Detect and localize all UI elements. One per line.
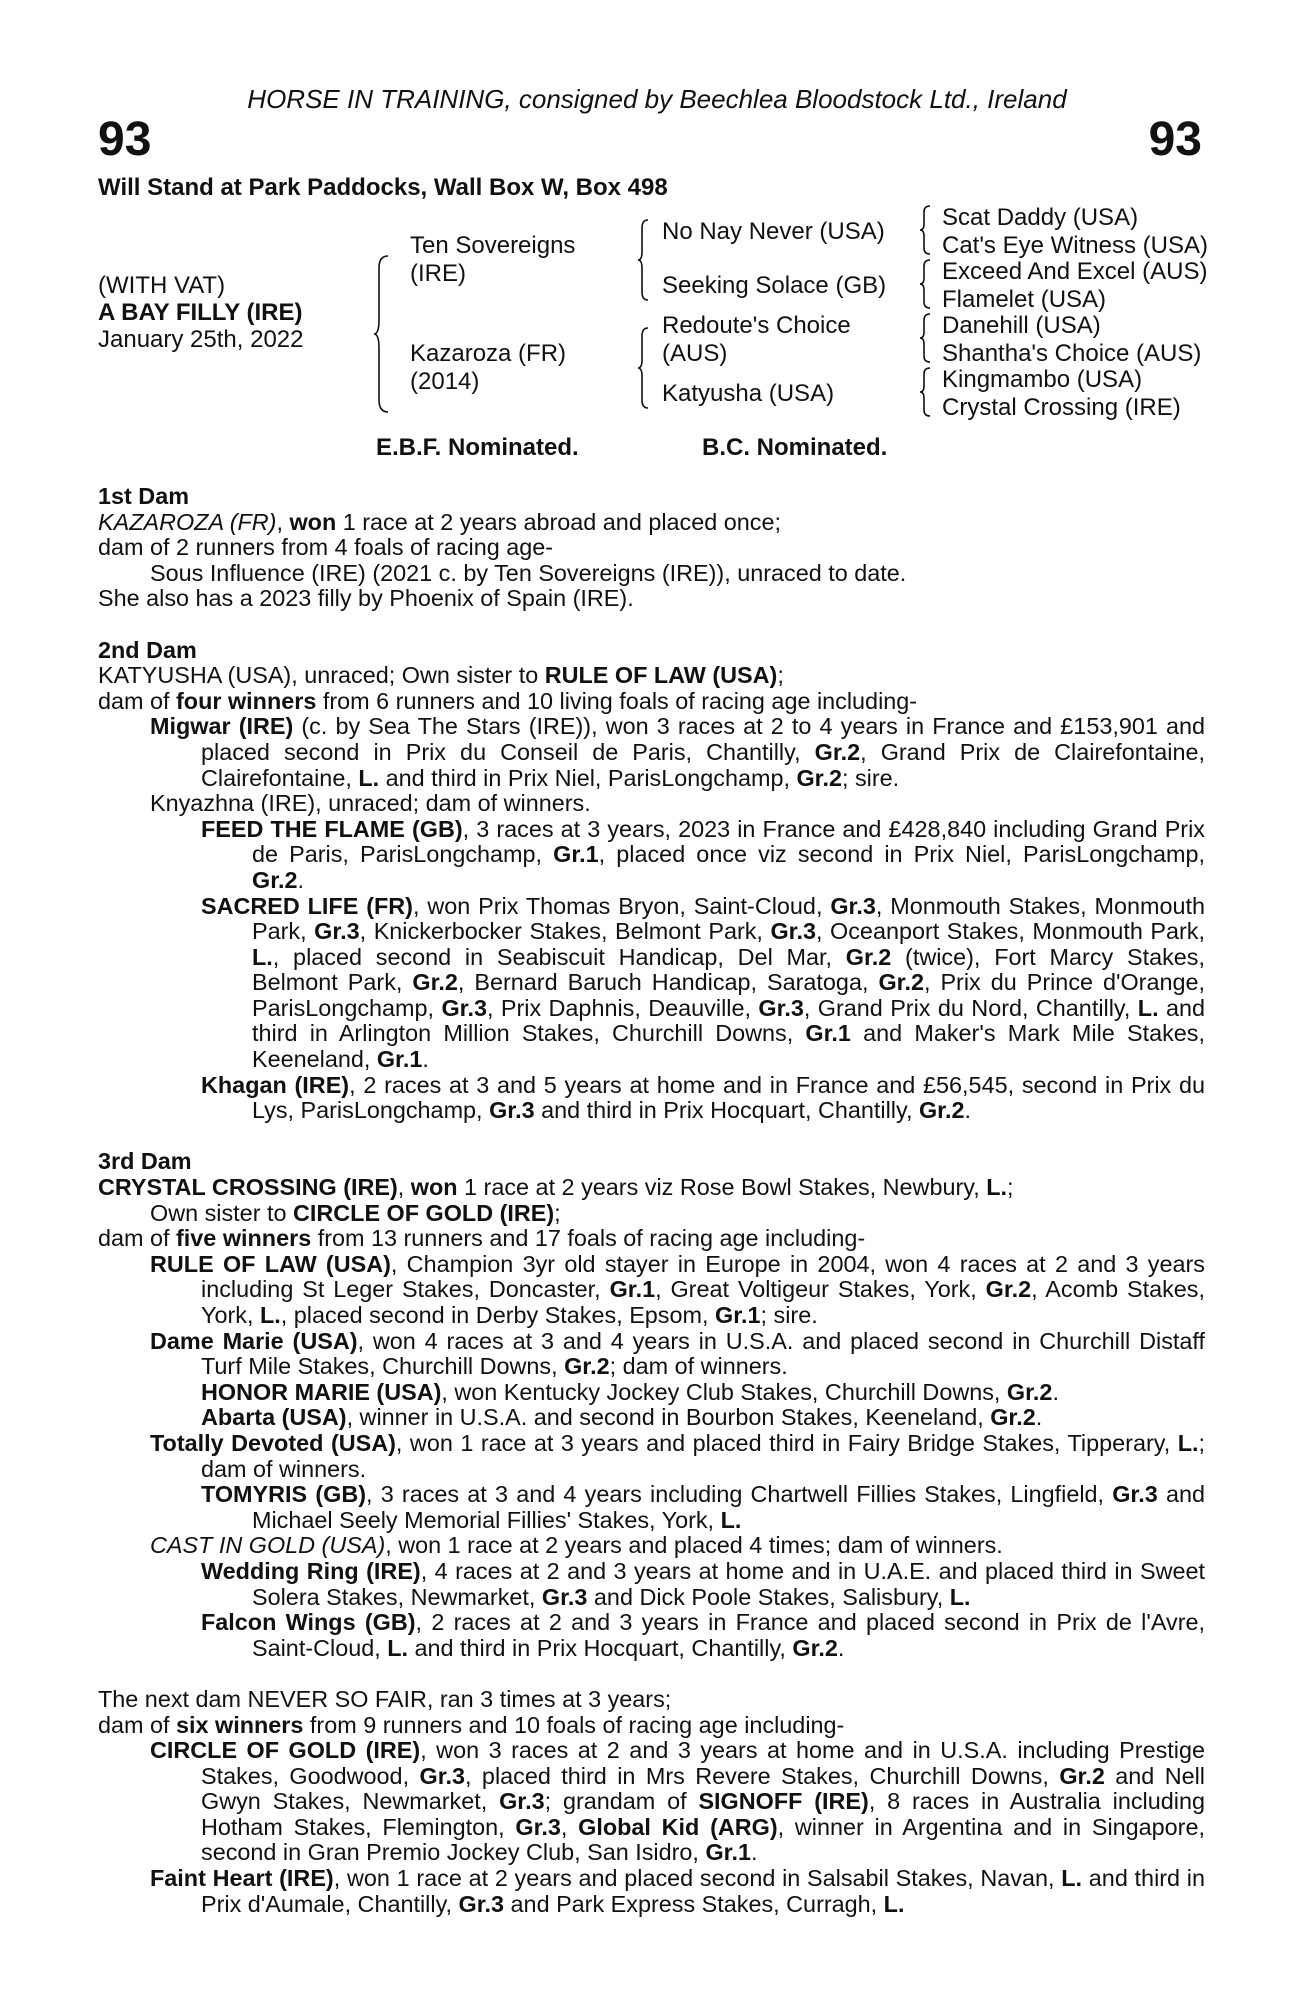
first-dam-note: She also has a 2023 filly by Phoenix of Spain (IRE). [98,585,634,612]
second-dam-heading: 2nd Dam [98,636,197,663]
entry-totally-devoted: Totally Devoted (USA), won 1 race at 3 years and placed third in Fairy Bridge Stakes, Tipperary, L.; dam of winners. [150,1429,1206,1482]
first-dam-heading: 1st Dam [98,483,190,509]
entry-feed-the-flame: FEED THE FLAME (GB), 3 races at 3 years, 2023 in France and £428,840 including Grand Prix de Paris, ParisLongchamp, Gr.1, placed once viz second in Prix Niel, ParisLongchamp, Gr.2. [201,815,1205,893]
ebf-nomination: E.B.F. Nominated. [376,434,579,461]
third-dam-heading: 3rd Dam [98,1148,192,1175]
third-dam-produce: dam of five winners from 13 runners and 17 foals of racing age including- [98,1225,866,1252]
entry-knyazhna: Knyazhna (IRE), unraced; dam of winners. [150,790,591,817]
next-dam-line: The next dam NEVER SO FAIR, ran 3 times at 3 years; [98,1685,672,1712]
entry-falcon-wings: Falcon Wings (GB), 2 races at 2 and 3 years in France and placed second in Prix de l'Avre, Saint-Cloud, L. and third in Prix Hocquart, Chantilly, Gr.2. [201,1609,1206,1661]
grandsire-3: Danehill (USA) [942,312,1101,339]
g-brace-1 [918,204,932,256]
first-dam-produce: dam of 2 runners from 4 foals of racing age- [98,534,554,561]
vat-note: (WITH VAT) [98,272,226,299]
entry-migwar: Migwar (IRE) (c. by Sea The Stars (IRE)), won 3 races at 2 to 4 years in France and £153,901 and placed second in Prix du Conseil de Paris, Chantilly, Gr.2, Grand Prix de Clairefontaine, Clairefontaine, L. and third in Prix Niel, ParisLongchamp, Gr.2; sire. [150,713,1205,791]
first-dam-line: KAZAROZA (FR), won 1 race at 2 years abroad and placed once; [98,508,781,535]
dam-dam: Katyusha (USA) [662,380,835,407]
granddam-1: Cat's Eye Witness (USA) [942,232,1208,259]
g-brace-3 [918,312,932,364]
dam-sire-name: Redoute's Choice [662,312,851,339]
lot-number-left: 93 [98,113,152,166]
entry-dame-marie: Dame Marie (USA), won 4 races at 3 and 4 years in U.S.A. and placed second in Churchill Distaff Turf Mile Stakes, Churchill Downs, Gr.2; dam of winners. [150,1327,1205,1380]
grandsire-2: Exceed And Excel (AUS) [942,258,1208,285]
third-dam-sister: Own sister to CIRCLE OF GOLD (IRE); [150,1199,561,1226]
g-brace-4 [918,366,932,418]
sire-name: Ten Sovereigns [410,232,576,259]
entry-khagan: Khagan (IRE), 2 races at 3 and 5 years at home and in France and £56,545, second in Prix du Lys, ParisLongchamp, Gr.3 and third in Prix Hocquart, Chantilly, Gr.2. [201,1071,1205,1124]
entry-wedding-ring: Wedding Ring (IRE), 4 races at 2 and 3 years at home and in U.A.E. and placed third in Sweet Solera Stakes, Newmarket, Gr.3 and Dick Poole Stakes, Salisbury, L. [201,1557,1205,1610]
first-dam-foal: Sous Influence (IRE) (2021 c. by Ten Sovereigns (IRE)), unraced to date. [150,559,907,586]
entry-tomyris: TOMYRIS (GB), 3 races at 3 and 4 years including Chartwell Fillies Stakes, Lingfield, Gr.3 and Michael Seely Memorial Fillies' Stakes, York, L. [201,1481,1205,1533]
next-dam-produce: dam of six winners from 9 runners and 10 foals of racing age including- [98,1711,845,1738]
third-dam-line: CRYSTAL CROSSING (IRE), won 1 race at 2 years viz Rose Bowl Stakes, Newbury, L.; [98,1174,1014,1201]
entry-abarta: Abarta (USA), winner in U.S.A. and second in Bourbon Stakes, Keeneland, Gr.2. [201,1404,1043,1431]
lot-number-right: 93 [1148,113,1202,166]
entry-honor-marie: HONOR MARIE (USA), won Kentucky Jockey Club Stakes, Churchill Downs, Gr.2. [201,1378,1059,1405]
main-brace [372,254,390,414]
entry-sacred-life: SACRED LIFE (FR), won Prix Thomas Bryon, Saint-Cloud, Gr.3, Monmouth Stakes, Monmouth Park, Gr.3, Knickerbocker Stakes, Belmont Park, Gr.3, Oceanport Stakes, Monmouth Park, L., placed second in Seabiscuit Handicap, Del Mar, Gr.2 (twice), Fort Marcy Stakes, Belmont Park, Gr.2, Bernard Baruch Handicap, Saratoga, Gr.2, Prix du Prince d'Orange, ParisLongchamp, Gr.3, Prix Daphnis, Deauville, Gr.3, Grand Prix du Nord, Chantilly, L. and third in Arlington Million Stakes, Churchill Downs, Gr.1 and Maker's Mark Mile Stakes, Keeneland, Gr.1. [201,892,1206,1073]
dam-year: (2014) [410,368,480,395]
bc-nomination: B.C. Nominated. [702,434,888,461]
entry-circle-of-gold: CIRCLE OF GOLD (IRE), won 3 races at 2 and 3 years at home and in U.S.A. including Prestige Stakes, Goodwood, Gr.3, placed third in Mrs Revere Stakes, Churchill Downs, Gr.2 and Nell Gwyn Stakes, Newmarket, Gr.3; grandam of SIGNOFF (IRE), 8 races in Australia including Hotham Stakes, Flemington, Gr.3, Global Kid (ARG), winner in Argentina and in Singapore, second in Gran Premio Jockey Club, San Isidro, Gr.1. [150,1737,1205,1866]
grandsire-4: Kingmambo (USA) [942,366,1143,393]
dam-name: Kazaroza (FR) [410,340,567,367]
stand-location: Will Stand at Park Paddocks, Wall Box W, Box 498 [98,174,668,201]
consignor-header: HORSE IN TRAINING, consigned by Beechlea Bloodstock Ltd., Ireland [247,84,1067,114]
entry-cast-in-gold: CAST IN GOLD (USA), won 1 race at 2 years and placed 4 times; dam of winners. [150,1532,1003,1559]
dam-sire-country: (AUS) [662,340,728,367]
granddam-2: Flamelet (USA) [942,286,1107,313]
granddam-4: Crystal Crossing (IRE) [942,394,1181,421]
g-brace-2 [918,258,932,310]
entry-rule-of-law: RULE OF LAW (USA), Champion 3yr old stayer in Europe in 2004, won 4 races at 2 and 3 years including St Leger Stakes, Doncaster, Gr.1, Great Voltigeur Stakes, York, Gr.2, Acomb Stakes, York, L., placed second in Derby Stakes, Epsom, Gr.1; sire. [150,1250,1205,1328]
produce-record [98,484,1205,1917]
foaling-date: January 25th, 2022 [98,326,304,353]
entry-faint-heart: Faint Heart (IRE), won 1 race at 2 years and placed second in Salsabil Stakes, Navan, L. and third in Prix d'Aumale, Chantilly, Gr.3 and Park Express Stakes, Curragh, L. [150,1865,1206,1917]
dam-brace [636,326,650,410]
grandsire-1: Scat Daddy (USA) [942,204,1139,231]
horse-name: A BAY FILLY (IRE) [98,299,303,326]
sire-dam: Seeking Solace (GB) [662,272,887,299]
sire-brace [636,218,650,302]
second-dam-line: KATYUSHA (USA), unraced; Own sister to RULE OF LAW (USA); [98,662,784,689]
second-dam-produce: dam of four winners from 6 runners and 10 living foals of racing age including- [98,687,918,714]
sire-country: (IRE) [410,260,466,287]
sire-sire: No Nay Never (USA) [662,218,885,245]
granddam-3: Shantha's Choice (AUS) [942,340,1202,367]
